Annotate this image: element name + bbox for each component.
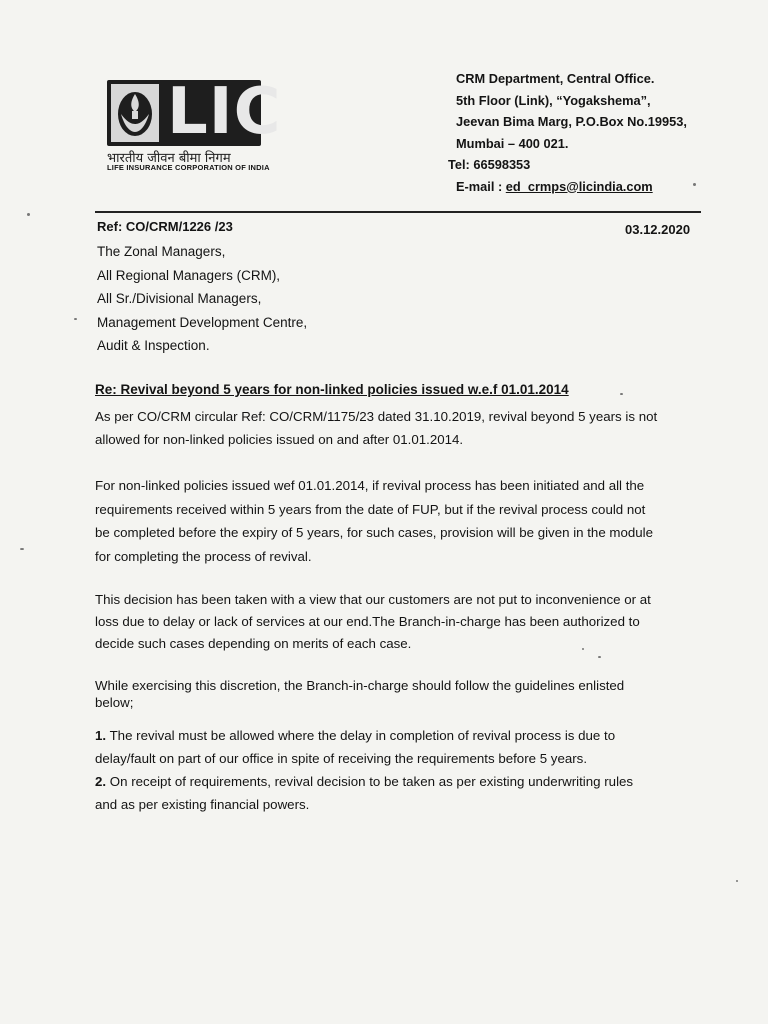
lamp-hands-icon: [111, 84, 159, 142]
scan-speck: [20, 548, 24, 550]
paragraph-line: While exercising this discretion, the Branch-in-charge should follow the guidelines enlisted: [95, 678, 625, 693]
guideline-text: The revival must be allowed where the delay in completion of revival process is due to: [109, 728, 616, 743]
paragraph-line: decide such cases depending on merits of each case.: [95, 636, 412, 651]
addressee-line: The Zonal Managers,: [97, 244, 226, 259]
addressee-line: All Regional Managers (CRM),: [97, 267, 281, 283]
email-link[interactable]: ed_crmps@licindia.com: [505, 178, 653, 194]
scan-speck: [27, 213, 30, 216]
paragraph-line: loss due to delay or lack of services at our end.The Branch-in-charge has been authorized to: [95, 614, 640, 629]
addressee-line: Management Development Centre,: [97, 314, 308, 330]
header-divider: [95, 211, 701, 213]
email-label: E-mail :: [456, 178, 506, 194]
sender-address: [448, 68, 687, 197]
subject-line: Re: Revival beyond 5 years for non-linked policies issued w.e.f 01.01.2014: [95, 382, 569, 397]
address-department: CRM Department, Central Office.: [456, 71, 655, 86]
paragraph-circular-reference: [95, 405, 707, 451]
scan-speck: [74, 318, 77, 320]
address-street: Jeevan Bima Marg, P.O.Box No.19953,: [456, 114, 687, 129]
paragraph-line: below;: [95, 695, 134, 710]
address-floor: 5th Floor (Link), “Yogakshema”,: [456, 92, 651, 108]
address-email-line: [448, 176, 687, 198]
guideline-number: 2.: [95, 774, 107, 789]
logo-hindi-name: भारतीय जीवन बीमा निगम: [107, 151, 231, 166]
guideline-text: delay/fault on part of our office in spite of receiving the requirements before 5 years.: [95, 751, 588, 766]
addressee-line: All Sr./Divisional Managers,: [97, 291, 262, 306]
guideline-text: On receipt of requirements, revival decision to be taken as per existing underwriting rules: [109, 774, 634, 789]
addressee-list: [97, 240, 307, 358]
guideline-number: 1.: [95, 728, 107, 743]
guidelines-list: [95, 724, 707, 816]
guideline-item: [95, 724, 707, 747]
paragraph-provision: [95, 474, 707, 568]
paragraph-line: This decision has been taken with a view that our customers are not put to inconvenience or at: [95, 592, 651, 607]
letter-date: 03.12.2020: [625, 222, 691, 237]
scan-speck: [598, 656, 601, 658]
paragraph-line: for completing the process of revival.: [95, 548, 312, 564]
paragraph-discretion: [95, 677, 707, 711]
addressee-line: Audit & Inspection.: [97, 338, 210, 353]
paragraph-line: For non-linked policies issued wef 01.01.2014, if revival process has been initiated and all the: [95, 478, 645, 493]
scan-speck: [736, 880, 738, 882]
paragraph-line: be completed before the expiry of 5 years, for such cases, provision will be given in the module: [95, 525, 654, 540]
address-tel: Tel: 66598353: [448, 157, 531, 172]
reference-number: Ref: CO/CRM/1226 /23: [97, 219, 233, 234]
guideline-text: and as per existing financial powers.: [95, 797, 310, 812]
paragraph-line: allowed for non-linked policies issued on and after 01.01.2014.: [95, 432, 464, 447]
paragraph-decision: [95, 589, 707, 655]
paragraph-line: As per CO/CRM circular Ref: CO/CRM/1175/23 dated 31.10.2019, revival beyond 5 years is not: [95, 409, 658, 424]
logo-mark: [107, 75, 282, 149]
logo-english-name: LIFE INSURANCE CORPORATION OF INDIA: [107, 163, 270, 172]
address-city: Mumbai – 400 021.: [456, 135, 569, 151]
scan-speck: [620, 393, 623, 395]
logo-brand-text: LIC: [167, 75, 282, 149]
paragraph-line: requirements received within 5 years from the date of FUP, but if the revival process could not: [95, 501, 646, 517]
lic-logo: [107, 75, 282, 175]
scan-speck: [693, 183, 696, 186]
guideline-item: [95, 770, 707, 793]
